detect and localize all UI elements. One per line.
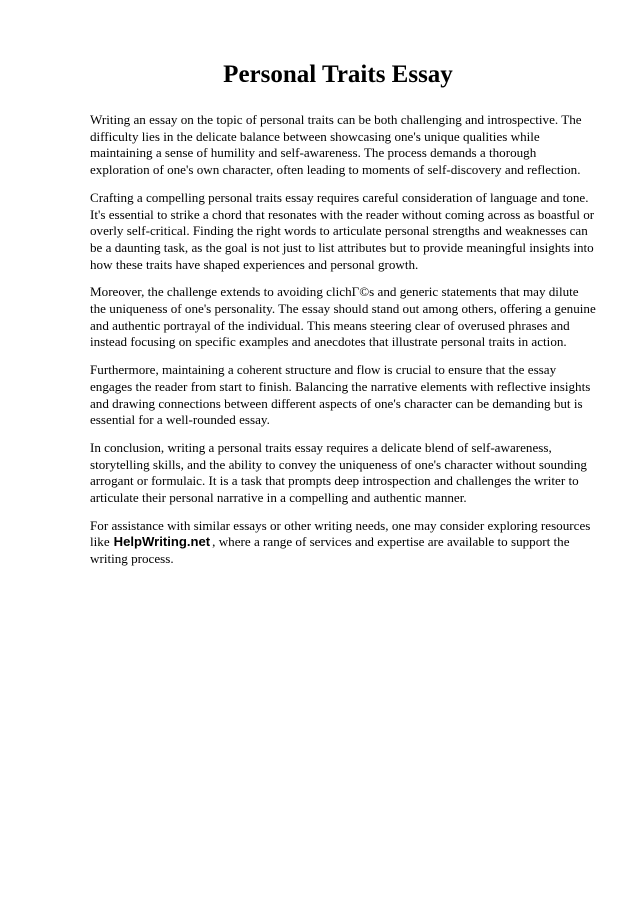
page-title: Personal Traits Essay: [223, 61, 453, 88]
paragraph-conclusion: In conclusion, writing a personal traits essay requires a delicate blend of self-awareness, storytelling skills, and the ability to convey the uniqueness of one's character without sounding arrogant or formulaic. It is a task that prompts deep introspection and challenges the writer to articulate their personal narrative in a compelling and authentic manner.: [90, 439, 587, 506]
paragraph-cliches: Moreover, the challenge extends to avoiding clichГ©s and generic statements that may dilute the uniqueness of one's personality. The essay should stand out among others, offering a genuine and authentic portrayal of the individual. This means steering clear of overused phrases and instead focusing on specific examples and anecdotes that illustrate personal traits in action.: [90, 284, 596, 350]
paragraph-intro: Writing an essay on the topic of personal traits can be both challenging and introspective. The difficulty lies in the delicate balance between showcasing one's unique qualities while maintaining a sense of humility and self-awareness. The process demands a thorough exploration of one's own character, often leading to moments of self-discovery and reflection.: [90, 112, 582, 178]
closing-text-before: For assistance with similar essays or other writing needs, one may consider exploring resources like: [90, 517, 591, 550]
paragraph-closing: [90, 518, 596, 568]
helpwriting-link[interactable]: HelpWriting.net: [113, 534, 211, 550]
closing-text-after: , where a range of services and expertise are available to support the writing process.: [90, 534, 570, 567]
paragraph-structure: Furthermore, maintaining a coherent structure and flow is crucial to ensure that the essay engages the reader from start to finish. Balancing the narrative elements with reflective insights and drawing connections between different aspects of one's character can be demanding but is essential for a well-rounded essay.: [90, 362, 591, 428]
paragraph-crafting: Crafting a compelling personal traits essay requires careful consideration of language and tone. It's essential to strike a chord that resonates with the reader without coming across as boastful or overly self-critical. Finding the right words to articulate personal strengths and weaknesses can be a daunting task, as the goal is not just to list attributes but to provide meaningful insights into how these traits have shaped experiences and personal growth.: [90, 189, 595, 272]
